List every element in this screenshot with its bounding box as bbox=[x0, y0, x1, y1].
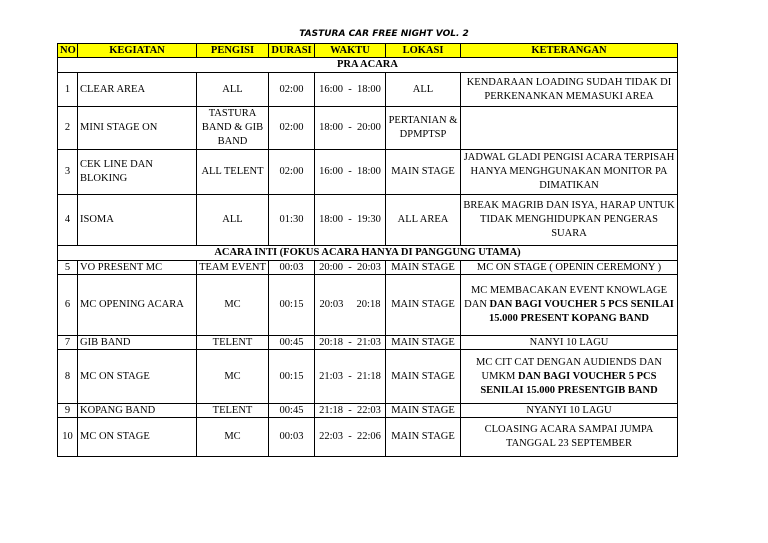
row-waktu: 18:00 - 19:30 bbox=[315, 195, 386, 246]
row-kegiatan: MC ON STAGE bbox=[78, 418, 197, 457]
row-waktu: 20:03 20:18 bbox=[315, 275, 386, 336]
row-pengisi: TELENT bbox=[197, 404, 269, 418]
row-durasi: 01:30 bbox=[269, 195, 315, 246]
header-waktu: WAKTU bbox=[315, 44, 386, 58]
row-durasi: 02:00 bbox=[269, 73, 315, 107]
row-waktu: 18:00 - 20:00 bbox=[315, 107, 386, 150]
row-no: 3 bbox=[58, 150, 78, 195]
table-row bbox=[58, 275, 678, 336]
section-row-pra-acara bbox=[58, 58, 678, 73]
keterangan-text: MC CIT CAT DENGAN AUDIENDS DAN UMKM bbox=[476, 356, 662, 382]
row-lokasi: MAIN STAGE bbox=[386, 418, 461, 457]
row-no: 9 bbox=[58, 404, 78, 418]
row-keterangan: BREAK MAGRIB DAN ISYA, HARAP UNTUK TIDAK MENGHIDUPKAN PENGERAS SUARA bbox=[461, 195, 678, 246]
row-pengisi: MC bbox=[197, 275, 269, 336]
row-no: 4 bbox=[58, 195, 78, 246]
row-keterangan: NYANYI 10 LAGU bbox=[461, 404, 678, 418]
row-keterangan bbox=[461, 275, 678, 336]
row-no: 10 bbox=[58, 418, 78, 457]
row-no: 8 bbox=[58, 350, 78, 404]
row-keterangan: JADWAL GLADI PENGISI ACARA TERPISAH HANYA MENGHGUNAKAN MONITOR PA DIMATIKAN bbox=[461, 150, 678, 195]
keterangan-bold-text: DAN BAGI VOUCHER 5 PCS SENILAI 15.000 PRESENT KOPANG BAND bbox=[488, 299, 674, 324]
row-kegiatan: CLEAR AREA bbox=[78, 73, 197, 107]
header-no: NO bbox=[58, 44, 78, 58]
document-title: TASTURA CAR FREE NIGHT VOL. 2 bbox=[299, 29, 469, 39]
table-row bbox=[58, 418, 678, 457]
row-lokasi: MAIN STAGE bbox=[386, 336, 461, 350]
header-kegiatan: KEGIATAN bbox=[78, 44, 197, 58]
row-keterangan bbox=[461, 107, 678, 150]
keterangan-bold-text: DAN BAGI VOUCHER 5 PCS SENILAI 15.000 PRESENTGIB BAND bbox=[480, 370, 658, 396]
row-durasi: 00:15 bbox=[269, 350, 315, 404]
row-no: 6 bbox=[58, 275, 78, 336]
row-waktu: 21:18 - 22:03 bbox=[315, 404, 386, 418]
row-pengisi: ALL TELENT bbox=[197, 150, 269, 195]
schedule-table bbox=[57, 43, 678, 457]
row-lokasi: PERTANIAN & DPMPTSP bbox=[386, 107, 461, 150]
row-kegiatan: GIB BAND bbox=[78, 336, 197, 350]
table-row bbox=[58, 336, 678, 350]
table-row bbox=[58, 150, 678, 195]
row-durasi: 00:15 bbox=[269, 275, 315, 336]
row-keterangan: CLOASING ACARA SAMPAI JUMPA TANGGAL 23 SEPTEMBER bbox=[461, 418, 678, 457]
table-row bbox=[58, 73, 678, 107]
row-pengisi: TASTURA BAND & GIB BAND bbox=[197, 107, 269, 150]
row-pengisi: ALL bbox=[197, 73, 269, 107]
row-kegiatan: VO PRESENT MC bbox=[78, 261, 197, 275]
row-lokasi: MAIN STAGE bbox=[386, 350, 461, 404]
section-title-pra-acara: PRA ACARA bbox=[58, 58, 678, 73]
row-keterangan: KENDARAAN LOADING SUDAH TIDAK DI PERKENANKAN MEMASUKI AREA bbox=[461, 73, 678, 107]
row-kegiatan: KOPANG BAND bbox=[78, 404, 197, 418]
table-row bbox=[58, 350, 678, 404]
row-kegiatan: CEK LINE DAN BLOKING bbox=[78, 150, 197, 195]
row-keterangan bbox=[461, 350, 678, 404]
row-pengisi: TELENT bbox=[197, 336, 269, 350]
section-row-acara-inti bbox=[58, 246, 678, 261]
row-lokasi: MAIN STAGE bbox=[386, 404, 461, 418]
row-keterangan: MC ON STAGE ( OPENIN CEREMONY ) bbox=[461, 261, 678, 275]
row-waktu: 21:03 - 21:18 bbox=[315, 350, 386, 404]
row-durasi: 02:00 bbox=[269, 107, 315, 150]
row-no: 5 bbox=[58, 261, 78, 275]
row-lokasi: MAIN STAGE bbox=[386, 275, 461, 336]
row-no: 2 bbox=[58, 107, 78, 150]
row-keterangan: NANYI 10 LAGU bbox=[461, 336, 678, 350]
row-kegiatan: ISOMA bbox=[78, 195, 197, 246]
row-waktu: 22:03 - 22:06 bbox=[315, 418, 386, 457]
row-kegiatan: MC ON STAGE bbox=[78, 350, 197, 404]
row-lokasi: ALL bbox=[386, 73, 461, 107]
row-pengisi: ALL bbox=[197, 195, 269, 246]
row-lokasi: ALL AREA bbox=[386, 195, 461, 246]
keterangan-text: MC MEMBACAKAN EVENT KNOWLAGE DAN bbox=[464, 285, 668, 310]
table-row bbox=[58, 107, 678, 150]
row-durasi: 00:03 bbox=[269, 261, 315, 275]
row-waktu: 16:00 - 18:00 bbox=[315, 150, 386, 195]
row-lokasi: MAIN STAGE bbox=[386, 261, 461, 275]
row-durasi: 00:45 bbox=[269, 404, 315, 418]
section-title-acara-inti: ACARA INTI (FOKUS ACARA HANYA DI PANGGUNG UTAMA) bbox=[58, 246, 678, 261]
row-pengisi: MC bbox=[197, 418, 269, 457]
table-row bbox=[58, 261, 678, 275]
row-waktu: 20:18 - 21:03 bbox=[315, 336, 386, 350]
row-pengisi: TEAM EVENT bbox=[197, 261, 269, 275]
row-pengisi: MC bbox=[197, 350, 269, 404]
header-lokasi: LOKASI bbox=[386, 44, 461, 58]
header-pengisi: PENGISI bbox=[197, 44, 269, 58]
row-kegiatan: MC OPENING ACARA bbox=[78, 275, 197, 336]
row-lokasi: MAIN STAGE bbox=[386, 150, 461, 195]
row-durasi: 02:00 bbox=[269, 150, 315, 195]
header-durasi: DURASI bbox=[269, 44, 315, 58]
row-durasi: 00:45 bbox=[269, 336, 315, 350]
row-waktu: 16:00 - 18:00 bbox=[315, 73, 386, 107]
row-durasi: 00:03 bbox=[269, 418, 315, 457]
row-kegiatan: MINI STAGE ON bbox=[78, 107, 197, 150]
row-waktu: 20:00 - 20:03 bbox=[315, 261, 386, 275]
header-row bbox=[58, 44, 678, 58]
row-no: 1 bbox=[58, 73, 78, 107]
header-keterangan: KETERANGAN bbox=[461, 44, 678, 58]
row-no: 7 bbox=[58, 336, 78, 350]
table-row bbox=[58, 404, 678, 418]
table-row bbox=[58, 195, 678, 246]
